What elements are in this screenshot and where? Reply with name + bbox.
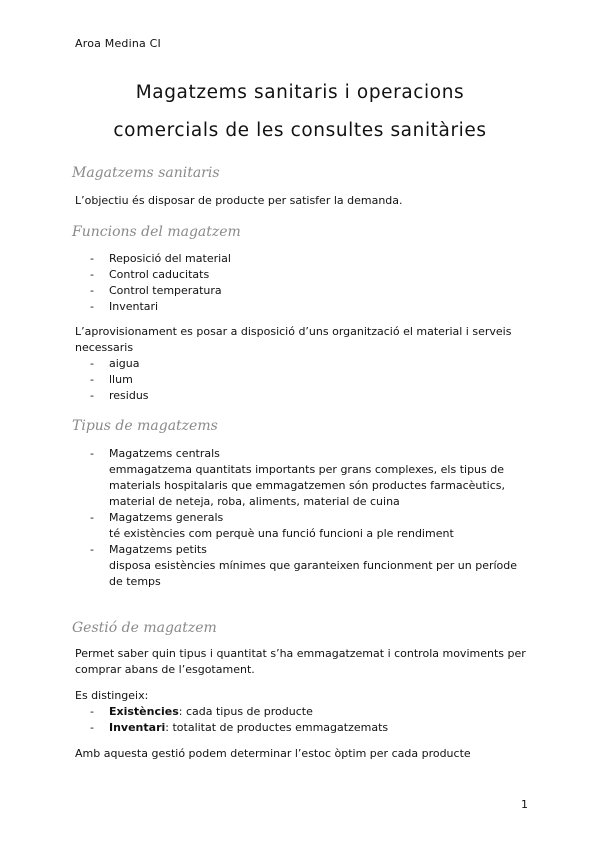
section-heading-funcions: Funcions del magatzem: [72, 224, 241, 240]
list-item: [90, 720, 530, 736]
list-item: [90, 704, 530, 720]
serveis-list: [90, 356, 530, 404]
term-definition: : totalitat de productes emmagatzemats: [165, 721, 389, 734]
page-number: 1: [521, 798, 528, 811]
list-item: - llum: [90, 372, 530, 388]
list-item: - Control temperatura: [90, 283, 530, 299]
objective-text: L’objectiu és disposar de producte per satisfer la demanda.: [75, 194, 403, 207]
page-title-line-1: Magatzems sanitaris i operacions: [135, 82, 465, 103]
term-definition: : cada tipus de producte: [178, 705, 313, 718]
list-item: - Reposició del material: [90, 251, 530, 267]
distingeix-label: Es distingeix:: [75, 689, 149, 702]
list-item: - aigua: [90, 356, 530, 372]
list-item: - residus: [90, 388, 530, 404]
section-heading-gestio: Gestió de magatzem: [72, 620, 217, 636]
list-item: - Inventari: [90, 299, 530, 315]
list-item: - Control caducitats: [90, 267, 530, 283]
section-heading-tipus: Tipus de magatzems: [72, 418, 218, 434]
author-name: Aroa Medina CI: [75, 37, 162, 50]
list-item: [90, 542, 530, 590]
magatzem-type-desc: disposa esistències mínimes que garanteixen funcionment per un període de temps: [109, 559, 518, 588]
list-item: [90, 446, 530, 510]
funcions-list: [90, 251, 530, 315]
aprovisionament-text: L’aprovisionament es posar a disposició d’uns organització el material i serveis necessaris: [75, 325, 512, 354]
section-heading-magatzems-sanitaris: Magatzems sanitaris: [72, 165, 220, 181]
page-title-line-2: comercials de les consultes sanitàries: [113, 120, 487, 141]
magatzem-type-title: - Magatzems generals: [109, 511, 224, 524]
magatzem-type-desc: té existències com perquè una funció funcioni a ple rendiment: [109, 527, 454, 540]
gestio-list: [90, 704, 530, 736]
gestio-text: Permet saber quin tipus i quantitat s’ha emmagatzemat i controla moviments per comprar abans de l’esgotament.: [75, 647, 526, 676]
term-existencies: Existències: [109, 705, 179, 718]
magatzem-type-title: - Magatzems petits: [109, 543, 207, 556]
term-inventari: Inventari: [109, 721, 166, 734]
closing-text: Amb aquesta gestió podem determinar l’estoc òptim per cada producte: [75, 747, 471, 760]
list-item: [90, 510, 530, 542]
tipus-list: [90, 446, 530, 590]
magatzem-type-desc: emmagatzema quantitats importants per grans complexes, els tipus de materials hospitalaris que emmagatzemen són productes farmacèutics, material de neteja, roba, aliments, material de cuina: [109, 463, 506, 508]
magatzem-type-title: - Magatzems centrals: [109, 447, 220, 460]
